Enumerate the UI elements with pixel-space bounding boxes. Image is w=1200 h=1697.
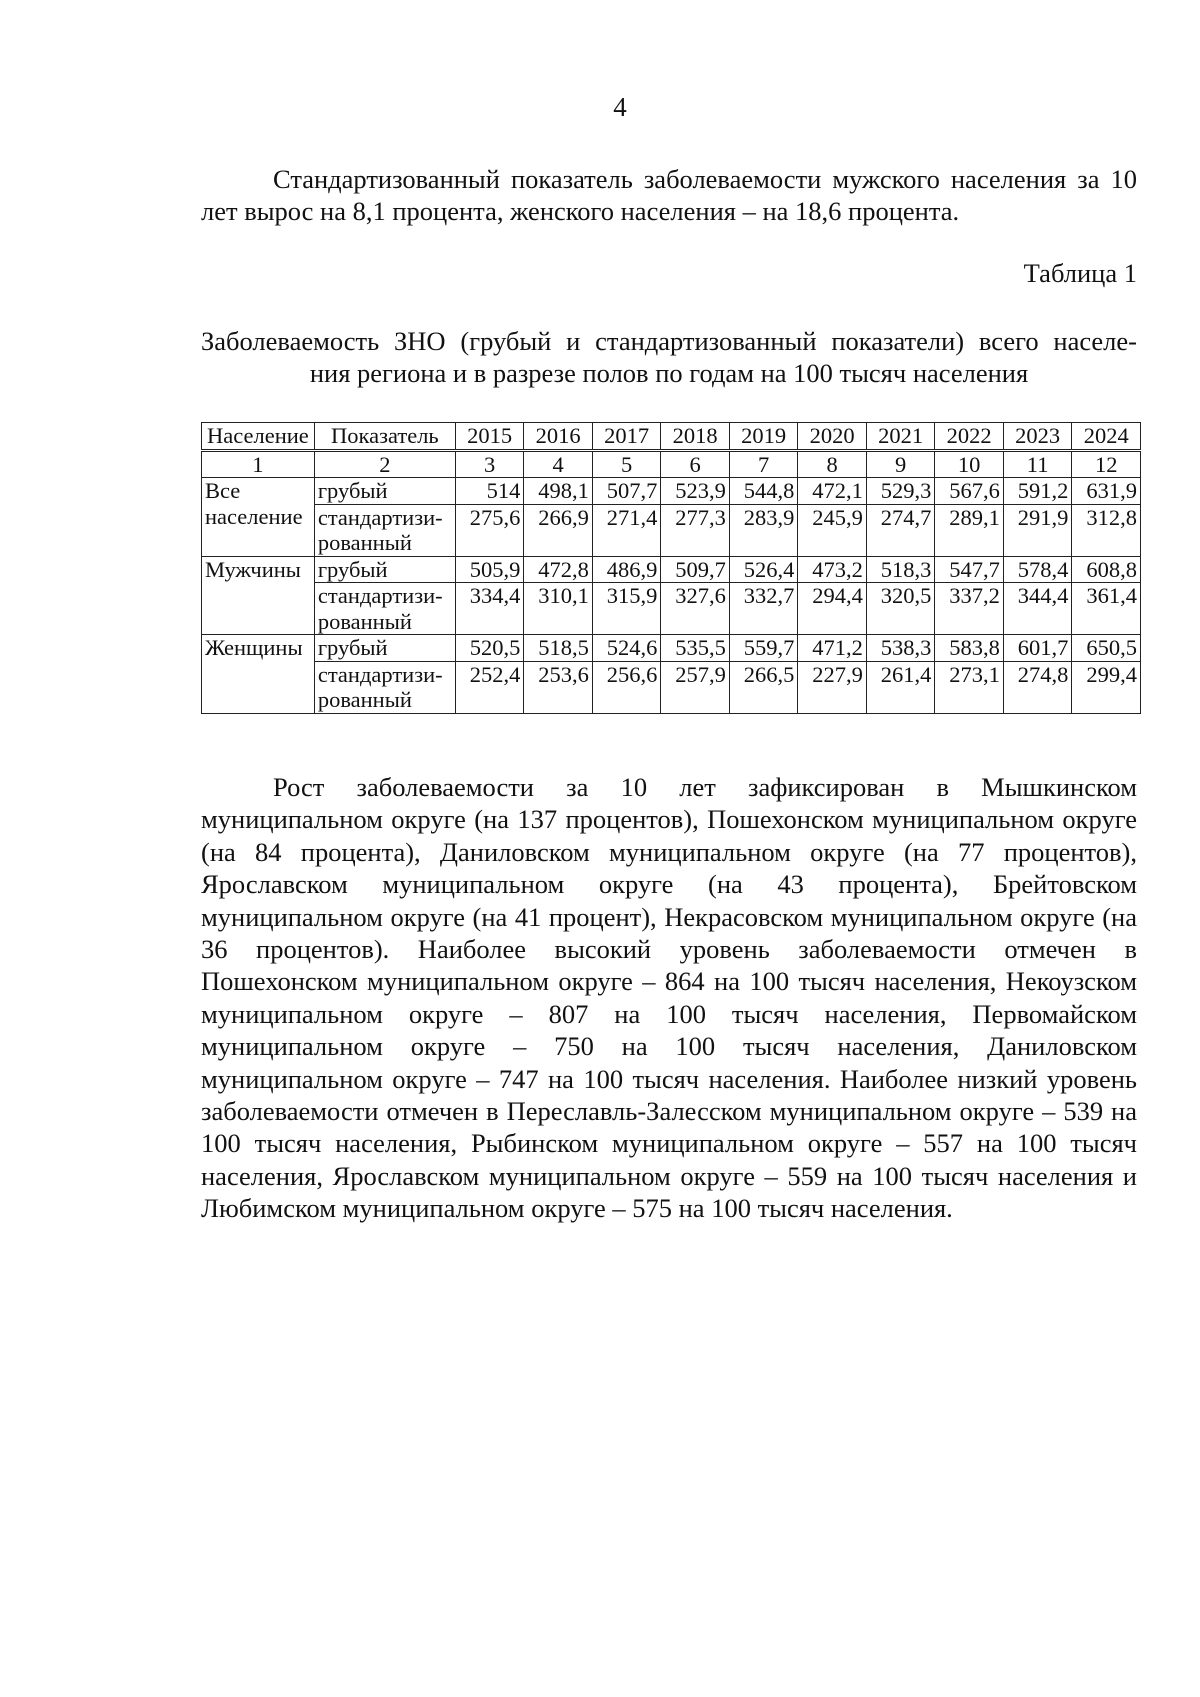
- column-number-row: [202, 450, 1141, 478]
- value-cell: 320,5: [866, 583, 935, 635]
- value-cell: 583,8: [935, 635, 1004, 662]
- indicator-cell: стандартизи-рованный: [314, 583, 455, 635]
- value-cell: 310,1: [524, 583, 593, 635]
- value-cell: 518,5: [524, 635, 593, 662]
- value-cell: 535,5: [661, 635, 730, 662]
- value-cell: 334,4: [455, 583, 524, 635]
- value-cell: 327,6: [661, 583, 730, 635]
- indicator-cell: стандартизи-рованный: [314, 504, 455, 556]
- value-cell: 518,3: [866, 556, 935, 583]
- value-cell: 526,4: [729, 556, 798, 583]
- column-number-cell: 6: [661, 450, 730, 478]
- column-number-cell: 10: [935, 450, 1004, 478]
- value-cell: 505,9: [455, 556, 524, 583]
- indicator-cell: грубый: [314, 635, 455, 662]
- value-cell: 299,4: [1072, 661, 1141, 713]
- value-cell: 361,4: [1072, 583, 1141, 635]
- value-cell: 253,6: [524, 661, 593, 713]
- value-cell: 256,6: [592, 661, 661, 713]
- value-cell: 266,5: [729, 661, 798, 713]
- value-cell: 523,9: [661, 478, 730, 505]
- column-number-cell: 1: [202, 450, 315, 478]
- value-cell: 591,2: [1003, 478, 1072, 505]
- value-cell: 289,1: [935, 504, 1004, 556]
- header-cell: 2015: [455, 423, 524, 451]
- value-cell: 608,8: [1072, 556, 1141, 583]
- value-cell: 544,8: [729, 478, 798, 505]
- value-cell: 547,7: [935, 556, 1004, 583]
- header-cell: 2017: [592, 423, 661, 451]
- value-cell: 294,4: [798, 583, 867, 635]
- incidence-table: [201, 422, 1141, 714]
- table-row: [202, 635, 1141, 662]
- value-cell: 227,9: [798, 661, 867, 713]
- column-number-cell: 4: [524, 450, 593, 478]
- table-header-row: [202, 423, 1141, 451]
- header-cell: 2024: [1072, 423, 1141, 451]
- header-cell: 2016: [524, 423, 593, 451]
- value-cell: 650,5: [1072, 635, 1141, 662]
- value-cell: 315,9: [592, 583, 661, 635]
- indicator-cell: стандартизи-рованный: [314, 661, 455, 713]
- indicator-cell: грубый: [314, 478, 455, 505]
- value-cell: 472,8: [524, 556, 593, 583]
- table-caption: [201, 325, 1137, 389]
- header-cell: Показатель: [314, 423, 455, 451]
- header-cell: 2018: [661, 423, 730, 451]
- header-cell: Население: [202, 423, 315, 451]
- column-number-cell: 11: [1003, 450, 1072, 478]
- table-caption-line-1: Заболеваемость ЗНО (грубый и стандартизованный показатели) всего населе-: [201, 326, 1137, 356]
- table-label: Таблица 1: [1023, 258, 1137, 288]
- population-cell: Мужчины: [202, 556, 315, 635]
- value-cell: 529,3: [866, 478, 935, 505]
- value-cell: 291,9: [1003, 504, 1072, 556]
- value-cell: 514: [455, 478, 524, 505]
- column-number-cell: 7: [729, 450, 798, 478]
- header-cell: 2022: [935, 423, 1004, 451]
- value-cell: 509,7: [661, 556, 730, 583]
- page-number: 4: [613, 92, 627, 122]
- value-cell: 578,4: [1003, 556, 1072, 583]
- column-number-cell: 8: [798, 450, 867, 478]
- value-cell: 273,1: [935, 661, 1004, 713]
- value-cell: 538,3: [866, 635, 935, 662]
- value-cell: 559,7: [729, 635, 798, 662]
- value-cell: 266,9: [524, 504, 593, 556]
- column-number-cell: 9: [866, 450, 935, 478]
- column-number-cell: 2: [314, 450, 455, 478]
- header-cell: 2020: [798, 423, 867, 451]
- value-cell: 277,3: [661, 504, 730, 556]
- value-cell: 567,6: [935, 478, 1004, 505]
- value-cell: 524,6: [592, 635, 661, 662]
- column-number-cell: 12: [1072, 450, 1141, 478]
- value-cell: 274,8: [1003, 661, 1072, 713]
- value-cell: 337,2: [935, 583, 1004, 635]
- value-cell: 507,7: [592, 478, 661, 505]
- table-head: [202, 423, 1141, 478]
- value-cell: 498,1: [524, 478, 593, 505]
- table-row: [202, 583, 1141, 635]
- value-cell: 601,7: [1003, 635, 1072, 662]
- table-caption-line-2: ния региона и в разрезе полов по годам на 100 тысяч населения: [309, 358, 1029, 388]
- table-body: [202, 478, 1141, 714]
- value-cell: 520,5: [455, 635, 524, 662]
- value-cell: 245,9: [798, 504, 867, 556]
- table-row: [202, 478, 1141, 505]
- header-cell: 2021: [866, 423, 935, 451]
- table-row: [202, 661, 1141, 713]
- value-cell: 471,2: [798, 635, 867, 662]
- header-cell: 2023: [1003, 423, 1072, 451]
- value-cell: 472,1: [798, 478, 867, 505]
- intro-paragraph: Стандартизованный показатель заболеваемости мужского населения за 10 лет вырос на 8,1 процента, женского населения – на 18,6 процента.: [201, 164, 1137, 227]
- value-cell: 274,7: [866, 504, 935, 556]
- column-number-cell: 3: [455, 450, 524, 478]
- table-row: [202, 556, 1141, 583]
- value-cell: 271,4: [592, 504, 661, 556]
- value-cell: 312,8: [1072, 504, 1141, 556]
- header-cell: 2019: [729, 423, 798, 451]
- value-cell: 344,4: [1003, 583, 1072, 635]
- table-row: [202, 504, 1141, 556]
- value-cell: 261,4: [866, 661, 935, 713]
- value-cell: 252,4: [455, 661, 524, 713]
- population-cell: Все население: [202, 478, 315, 557]
- value-cell: 486,9: [592, 556, 661, 583]
- districts-paragraph: Рост заболеваемости за 10 лет зафиксирован в Мышкинском муниципальном округе (на 137 процентов), Пошехонском муниципальном округе (на 84 процента), Даниловском муниципальном округе (на 77 процентов), Ярославском муниципальном округе (на 43 процента), Брейтовском муниципальном округе (на 41 процент), Некрасовском муниципальном округе (на 36 процентов). Наиболее высокий уровень заболеваемости отмечен в Пошехонском муниципальном округе – 864 на 100 тысяч населения, Некоузском муниципальном округе – 807 на 100 тысяч населения, Первомайском муниципальном округе – 750 на 100 тысяч населения, Даниловском муниципальном округе – 747 на 100 тысяч населения. Наиболее низкий уровень заболеваемости отмечен в Переславль-Залесском муниципальном округе – 539 на 100 тысяч населения, Рыбинском муниципальном округе – 557 на 100 тысяч населения, Ярославском муниципальном округе – 559 на 100 тысяч населения и Любимском муниципальном округе – 575 на 100 тысяч населения.: [201, 772, 1137, 1224]
- population-cell: Женщины: [202, 635, 315, 714]
- value-cell: 257,9: [661, 661, 730, 713]
- value-cell: 332,7: [729, 583, 798, 635]
- column-number-cell: 5: [592, 450, 661, 478]
- value-cell: 283,9: [729, 504, 798, 556]
- value-cell: 631,9: [1072, 478, 1141, 505]
- value-cell: 473,2: [798, 556, 867, 583]
- indicator-cell: грубый: [314, 556, 455, 583]
- value-cell: 275,6: [455, 504, 524, 556]
